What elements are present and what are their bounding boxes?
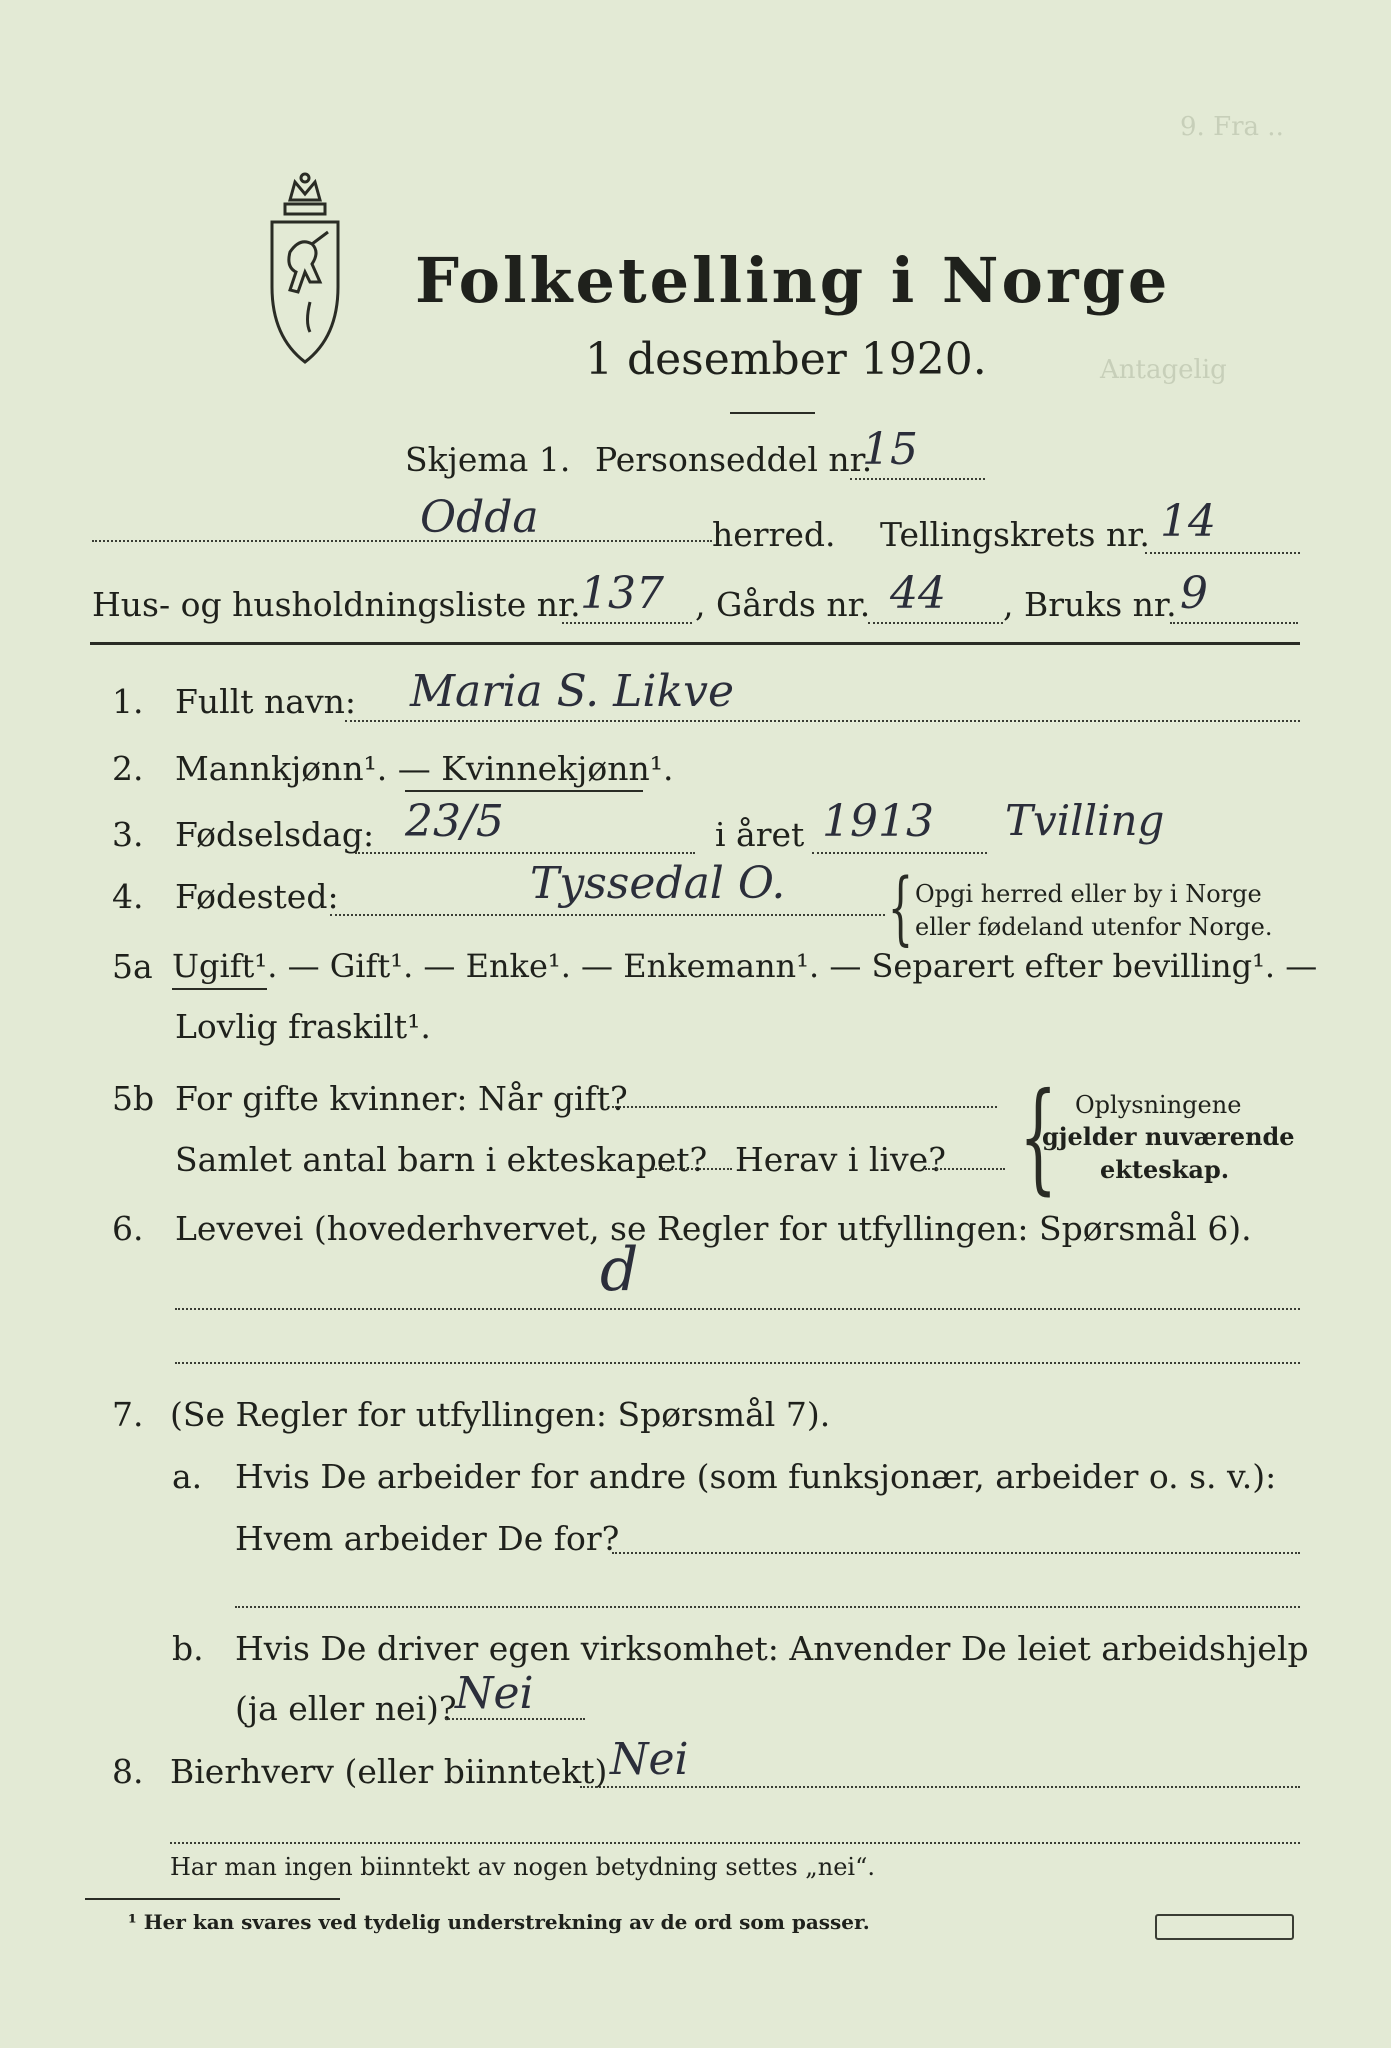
herred-field-line <box>92 540 712 542</box>
q3-date-field-line <box>355 852 695 854</box>
bruks-label: , Bruks nr. <box>1003 585 1177 624</box>
q7a-question: Hvis De arbeider for andre (som funksjonær, arbeider o. s. v.): <box>235 1457 1277 1496</box>
bleed-through-text: 9. Fra .. <box>1180 112 1284 142</box>
personseddel-field-line <box>850 478 985 480</box>
q5a-selection-underline <box>172 988 267 990</box>
q4-hint-line2: eller fødeland utenfor Norge. <box>915 913 1273 941</box>
q5a-marital-options: Ugift¹. — Gift¹. — Enke¹. — Enkemann¹. — Separert efter bevilling¹. — <box>172 947 1318 985</box>
q7b-yes-no-label: (ja eller nei)? <box>235 1689 457 1728</box>
q3-year-field-line <box>812 852 987 854</box>
q6-field-line-2 <box>175 1362 1300 1364</box>
q8-note: Har man ingen biinntekt av nogen betydning settes „nei“. <box>170 1853 875 1881</box>
herred-label: herred. <box>712 515 836 554</box>
census-date: 1 desember 1920. <box>585 334 987 385</box>
q2-selection-underline <box>405 790 643 792</box>
bleed-through-text: Antagelig <box>1100 355 1227 385</box>
schema-label: Skjema 1. <box>405 440 571 479</box>
personseddel-label: Personseddel nr. <box>595 440 873 479</box>
q5b-alive-field-line <box>925 1168 1005 1170</box>
q3-note: Tvilling <box>1005 796 1165 845</box>
printer-stamp <box>1155 1914 1294 1940</box>
personseddel-number: 15 <box>862 424 918 475</box>
tellingskrets-label: Tellingskrets nr. <box>880 515 1150 554</box>
q6-occupation: d <box>600 1235 639 1305</box>
q3-year-label: i året <box>715 815 805 854</box>
q7b-answer: Nei <box>455 1668 534 1719</box>
q7a-number: a. <box>172 1457 203 1496</box>
q5b-alive-label: Herav i live? <box>735 1140 946 1179</box>
q5b-children-label: Samlet antal barn i ekteskapet? <box>175 1140 708 1179</box>
q7b-question: Hvis De driver egen virksomhet: Anvender De leiet arbeidshjelp <box>235 1629 1309 1668</box>
section-divider <box>90 642 1300 645</box>
q8-field-line <box>580 1786 1300 1788</box>
gards-field-line <box>868 622 1003 624</box>
q6-field-line-1 <box>175 1308 1300 1310</box>
q5a-number: 5a <box>112 947 153 986</box>
q5b-brace: { <box>1019 1068 1058 1207</box>
q5b-note-line1: Oplysningene <box>1075 1091 1242 1119</box>
q4-label: Fødested: <box>175 877 339 916</box>
q7a-employer-field-line <box>612 1552 1300 1554</box>
q5b-married-when-label: For gifte kvinner: Når gift? <box>175 1079 628 1118</box>
gards-label: , Gårds nr. <box>695 585 871 624</box>
tellingskrets-field-line <box>1145 552 1300 554</box>
q4-hint-line1: Opgi herred eller by i Norge <box>915 880 1262 908</box>
q8-field-line-2 <box>170 1842 1300 1844</box>
q4-number: 4. <box>112 877 144 916</box>
q2-gender-options: Mannkjønn¹. — Kvinnekjønn¹. <box>175 749 674 788</box>
q1-number: 1. <box>112 682 144 721</box>
q8-label: Bierhverv (eller biinntekt) <box>170 1752 608 1791</box>
herred-value: Odda <box>420 492 539 543</box>
norwegian-coat-of-arms-icon <box>250 172 360 367</box>
q5b-note-line3: ekteskap. <box>1100 1155 1230 1184</box>
q3-birth-year: 1913 <box>822 796 934 847</box>
q1-full-name: Maria S. Likve <box>410 666 735 717</box>
household-list-number: 137 <box>580 568 664 619</box>
q4-birthplace: Tyssedal O. <box>530 858 786 909</box>
header-divider <box>730 412 815 414</box>
q7-number: 7. <box>112 1395 144 1434</box>
q8-number: 8. <box>112 1752 144 1791</box>
q7a-employer-label: Hvem arbeider De for? <box>235 1519 620 1558</box>
q5b-married-when-field-line <box>612 1106 997 1108</box>
q4-brace: { <box>887 861 914 954</box>
q2-number: 2. <box>112 749 144 788</box>
household-list-field-line <box>562 622 692 624</box>
q7b-number: b. <box>172 1629 204 1668</box>
q7-label: (Se Regler for utfyllingen: Spørsmål 7). <box>170 1395 831 1434</box>
q1-label: Fullt navn: <box>175 682 356 721</box>
q3-label: Fødselsdag: <box>175 815 375 854</box>
gards-number: 44 <box>890 568 946 619</box>
bruks-field-line <box>1170 622 1298 624</box>
form-title: Folketelling i Norge <box>415 244 1171 317</box>
q8-answer: Nei <box>610 1734 689 1785</box>
q6-number: 6. <box>112 1209 144 1248</box>
q6-label: Levevei (hovederhvervet, se Regler for utfyllingen: Spørsmål 6). <box>175 1209 1252 1248</box>
q4-field-line <box>330 914 885 916</box>
q1-field-line <box>345 720 1300 722</box>
q3-birth-date: 23/5 <box>405 796 504 847</box>
footnote: ¹ Her kan svares ved tydelig understrekning av de ord som passer. <box>128 1910 870 1934</box>
q7a-employer-field-line-2 <box>235 1606 1300 1608</box>
household-list-label: Hus- og husholdningsliste nr. <box>92 585 581 624</box>
q5b-number: 5b <box>112 1079 155 1118</box>
footnote-divider <box>85 1898 340 1900</box>
q5b-children-field-line <box>652 1168 732 1170</box>
tellingskrets-number: 14 <box>1160 496 1216 547</box>
q5a-divorced-option: Lovlig fraskilt¹. <box>175 1007 431 1046</box>
bruks-number: 9 <box>1180 568 1208 619</box>
q5b-note-line2: gjelder nuværende <box>1042 1122 1295 1151</box>
q3-number: 3. <box>112 815 144 854</box>
